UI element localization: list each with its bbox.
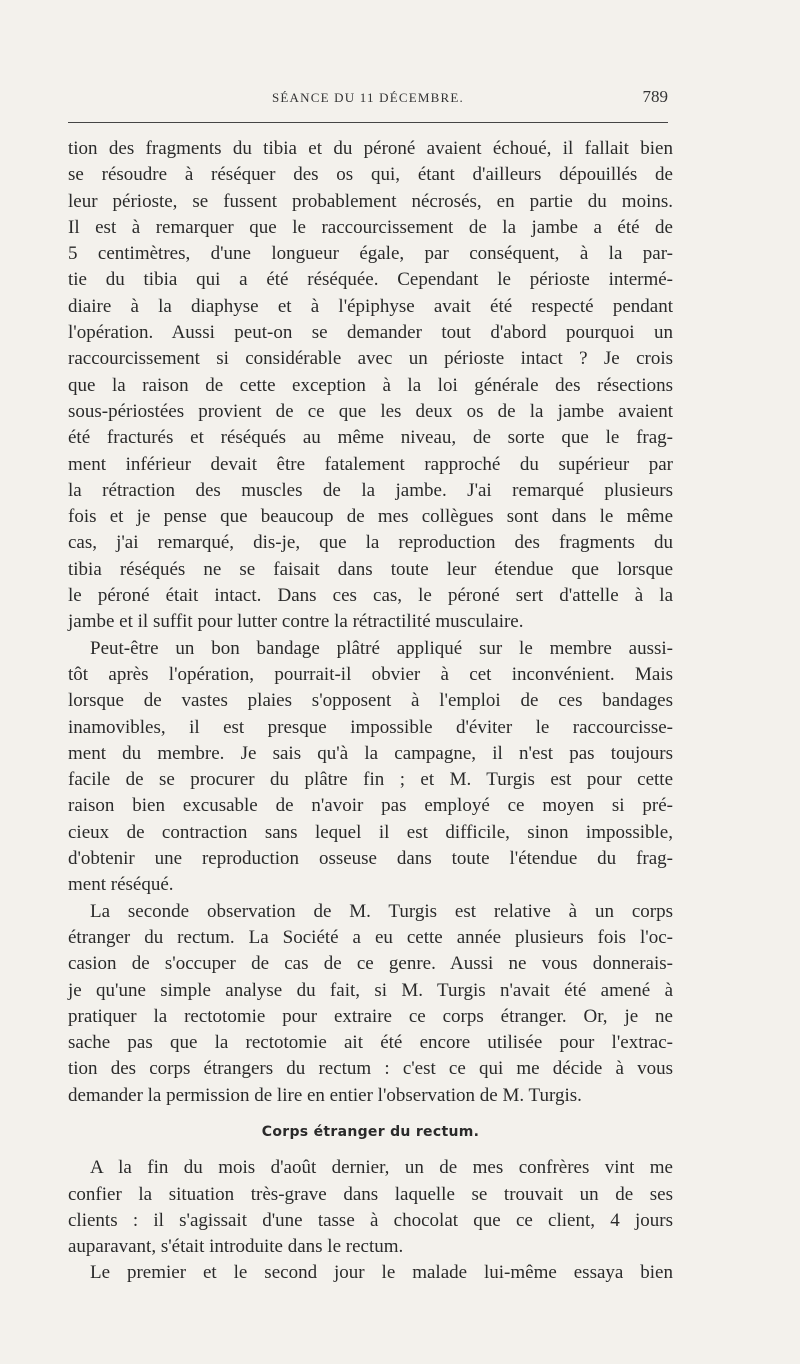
page-header	[68, 87, 668, 112]
text-line: ment réséqué.	[68, 874, 174, 896]
running-head: SÉANCE DU 11 DÉCEMBRE.	[271, 90, 465, 105]
text-line: lorsque de vastes plaies s'opposent à l'emploi de ces bandages	[68, 690, 673, 712]
text-line: Peut-être un bon bandage plâtré appliqué sur le membre aussi-	[90, 637, 673, 659]
text-line: se résoudre à réséquer des os qui, étant d'ailleurs dépouillés de	[68, 164, 673, 186]
section-title: Corps étranger du rectum.	[261, 1123, 480, 1140]
text-line: cas, j'ai remarqué, dis-je, que la reproduction des fragments du	[68, 532, 673, 554]
text-line: le péroné était intact. Dans ces cas, le péroné sert d'attelle à la	[68, 585, 673, 607]
text-line: tion des fragments du tibia et du péroné avaient échoué, il fallait bien	[68, 138, 673, 159]
text-line: la rétraction des muscles de la jambe. J'ai remarqué plusieurs	[68, 479, 673, 501]
paragraph	[68, 1260, 673, 1286]
text-line: d'obtenir une reproduction osseuse dans toute l'étendue du frag-	[68, 848, 673, 870]
body-text	[68, 136, 673, 1287]
text-line: tibia réséqués ne se faisait dans toute leur étendue que lorsque	[68, 558, 673, 580]
text-line: étranger du rectum. La Société a eu cette année plusieurs fois l'oc-	[68, 926, 673, 948]
text-line: La seconde observation de M. Turgis est relative à un corps	[90, 900, 673, 922]
text-line: confier la situation très-grave dans laquelle se trouvait un de ses	[68, 1183, 673, 1205]
text-line: tion des corps étrangers du rectum : c'est ce qui me décide à vous	[68, 1058, 673, 1080]
text-line: je qu'une simple analyse du fait, si M. Turgis n'avait été amené à	[68, 979, 673, 1001]
text-line: jambe et il suffit pour lutter contre la rétractilité musculaire.	[68, 611, 524, 633]
text-line: l'opération. Aussi peut-on se demander tout d'abord pourquoi un	[68, 322, 673, 344]
text-line: tie du tibia qui a été réséquée. Cependant le périoste intermé-	[68, 269, 673, 291]
text-line: facile de se procurer du plâtre fin ; et M. Turgis est pour cette	[68, 769, 673, 791]
text-line: Le premier et le second jour le malade lui-même essaya bien	[90, 1262, 673, 1284]
text-line: leur périoste, se fussent probablement nécrosés, en partie du moins.	[68, 190, 673, 212]
text-line: ment du membre. Je sais qu'à la campagne, il n'est pas toujours	[68, 742, 673, 764]
text-line: raccourcissement si considérable avec un périoste intact ? Je crois	[68, 348, 673, 370]
text-line: demander la permission de lire en entier l'observation de M. Turgis.	[68, 1084, 582, 1106]
text-line: raison bien excusable de n'avoir pas employé ce moyen si pré-	[68, 795, 673, 817]
text-line: ment inférieur devait être fatalement rapproché du supérieur par	[68, 453, 673, 475]
paragraphs-after-section	[68, 1155, 673, 1286]
text-line: casion de s'occuper de cas de ce genre. Aussi ne vous donnerais-	[68, 953, 673, 975]
header-rule	[68, 122, 668, 123]
paragraph	[68, 1155, 673, 1260]
paragraph	[68, 636, 673, 899]
text-line: 5 centimètres, d'une longueur égale, par conséquent, à la par-	[68, 243, 673, 265]
text-line: Il est à remarquer que le raccourcissement de la jambe a été de	[68, 216, 673, 238]
text-line: auparavant, s'était introduite dans le rectum.	[68, 1236, 404, 1258]
text-line: inamovibles, il est presque impossible d'éviter le raccourcisse-	[68, 716, 673, 738]
text-line: été fracturés et réséqués au même niveau, de sorte que le frag-	[68, 427, 673, 449]
text-line: cieux de contraction sans lequel il est difficile, sinon impossible,	[68, 821, 673, 843]
paragraphs-before-section	[68, 136, 673, 1109]
text-line: sache pas que la rectotomie ait été encore utilisée pour l'extrac-	[68, 1032, 673, 1054]
paragraph	[68, 136, 673, 636]
text-line: pratiquer la rectotomie pour extraire ce corps étranger. Or, je ne	[68, 1005, 673, 1027]
text-line: sous-périostées provient de ce que les deux os de la jambe avaient	[68, 400, 673, 422]
text-line: que la raison de cette exception à la loi générale des résections	[68, 374, 673, 396]
text-line: A la fin du mois d'août dernier, un de mes confrères vint me	[90, 1157, 673, 1179]
paragraph	[68, 899, 673, 1109]
text-line: tôt après l'opération, pourrait-il obvier à cet inconvénient. Mais	[68, 663, 673, 685]
text-line: diaire à la diaphyse et à l'épiphyse avait été respecté pendant	[68, 295, 673, 317]
text-line: clients : il s'agissait d'une tasse à chocolat que ce client, 4 jours	[68, 1209, 673, 1231]
text-line: fois et je pense que beaucoup de mes collègues sont dans le même	[68, 506, 673, 528]
page-number: 789	[642, 87, 668, 106]
